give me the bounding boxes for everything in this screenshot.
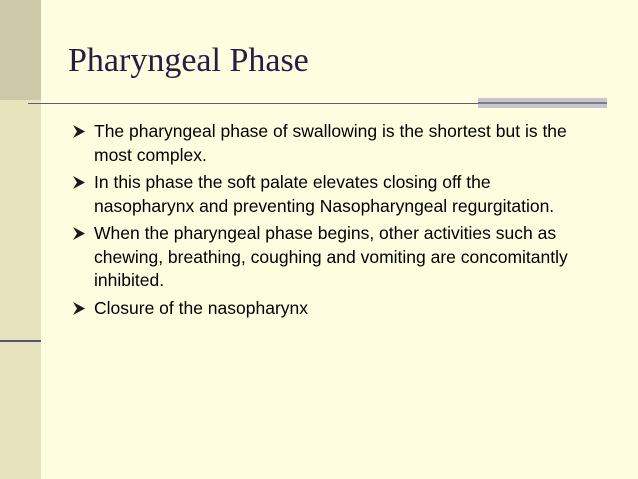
title-rule [28,103,478,104]
bullet-list [72,120,592,324]
slide-title: Pharyngeal Phase [68,42,309,79]
title-rule-accent-line [478,102,607,104]
left-decorative-bar-top [0,0,41,100]
bullet-text: In this phase the soft palate elevates closing off the nasopharynx and preventing Nasopharyngeal regurgitation. [94,172,555,216]
arrow-bullet-icon [72,124,86,139]
arrow-bullet-icon [72,226,86,241]
arrow-bullet-icon [72,175,86,190]
bullet-item [72,171,592,218]
bullet-item [72,222,592,293]
bullet-item [72,120,592,167]
bullet-text: Closure of the nasopharynx [94,297,309,318]
bullet-text: When the pharyngeal phase begins, other activities such as chewing, breathing, coughing and vomiting are concomitantly inhibited. [94,223,568,290]
bullet-item [72,297,592,321]
bullet-text: The pharyngeal phase of swallowing is the shortest but is the most complex. [94,121,567,165]
left-decorative-tick [0,340,41,342]
arrow-bullet-icon [72,301,86,316]
